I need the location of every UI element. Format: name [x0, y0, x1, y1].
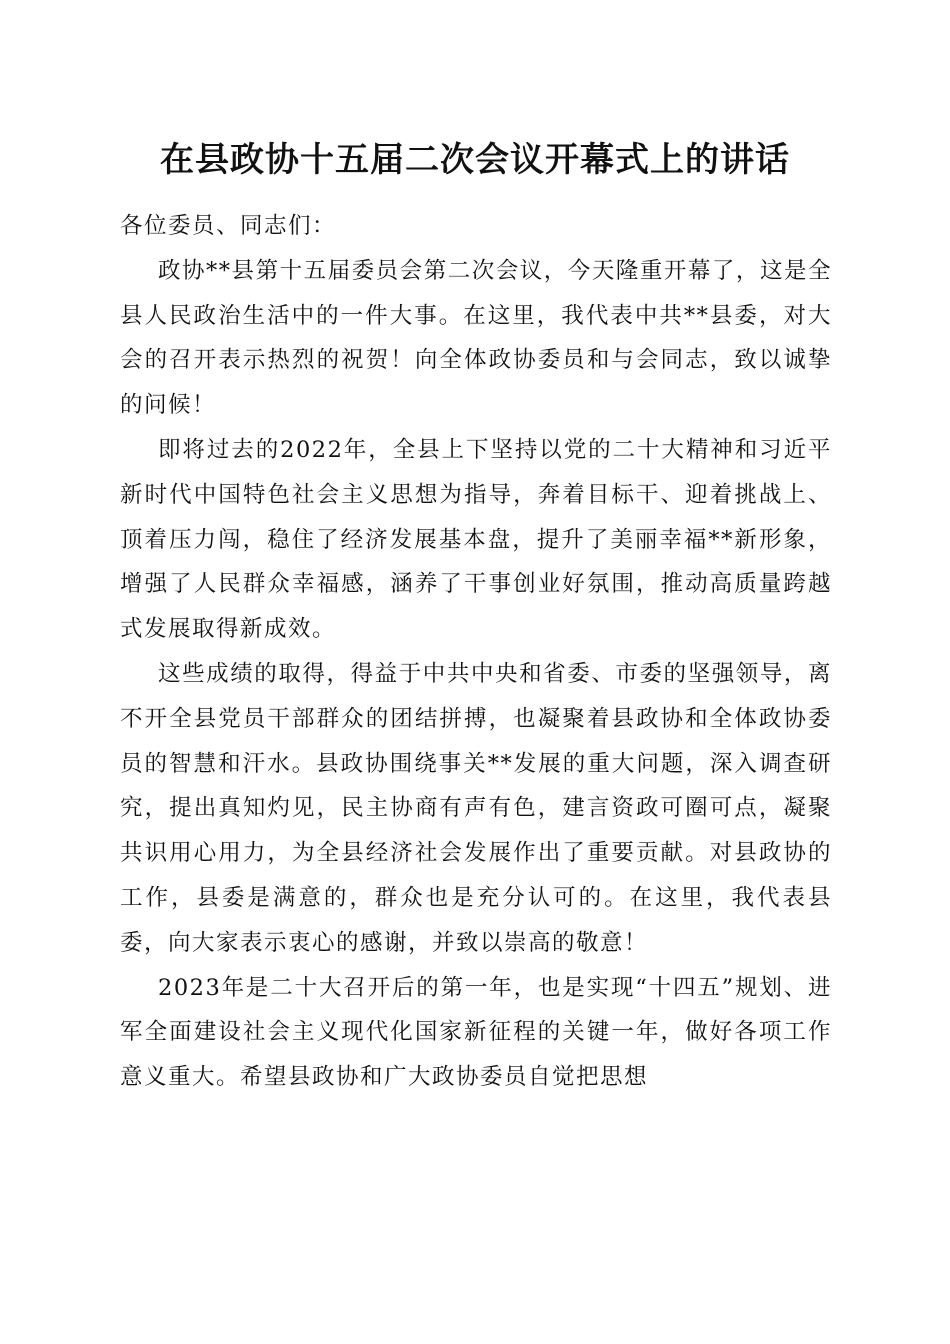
salutation: 各位委员、同志们： [120, 213, 337, 239]
paragraph-achievements: 这些成绩的取得，得益于中共中央和省委、市委的坚强领导，离不开全县党员干部群众的团结拼搏，也凝聚着县政协和全体政协委员的智慧和汗水。县政协围绕事关**发展的重大问题，深入调查研究，提出真知灼见，民主协商有声有色，建言资政可圈可点，凝聚共识用心用力，为全县经济社会发展作出了重要贡献。对县政协的工作，县委是满意的，群众也是充分认可的。在这里，我代表县委，向大家表示衷心的感谢，并致以崇高的敬意！ [120, 660, 832, 956]
speech-body [120, 204, 832, 1100]
page-title: 在县政协十五届二次会议开幕式上的讲话 [160, 140, 790, 180]
paragraph-outlook-2023: 2023年是二十大召开后的第一年，也是实现“十四五”规划、进军全面建设社会主义现代化国家新征程的关键一年，做好各项工作意义重大。希望县政协和广大政协委员自觉把思想 [120, 974, 832, 1091]
paragraph-review-2022: 即将过去的2022年，全县上下坚持以党的二十大精神和习近平新时代中国特色社会主义思想为指导，奔着目标干、迎着挑战上、顶着压力闯，稳住了经济发展基本盘，提升了美丽幸福**新形象，增强了人民群众幸福感，涵养了干事创业好氛围，推动高质量跨越式发展取得新成效。 [120, 436, 832, 643]
paragraph-opening: 政协**县第十五届委员会第二次会议，今天隆重开幕了，这是全县人民政治生活中的一件大事。在这里，我代表中共**县委，对大会的召开表示热烈的祝贺！向全体政协委员和与会同志，致以诚挚的问候！ [120, 257, 832, 419]
